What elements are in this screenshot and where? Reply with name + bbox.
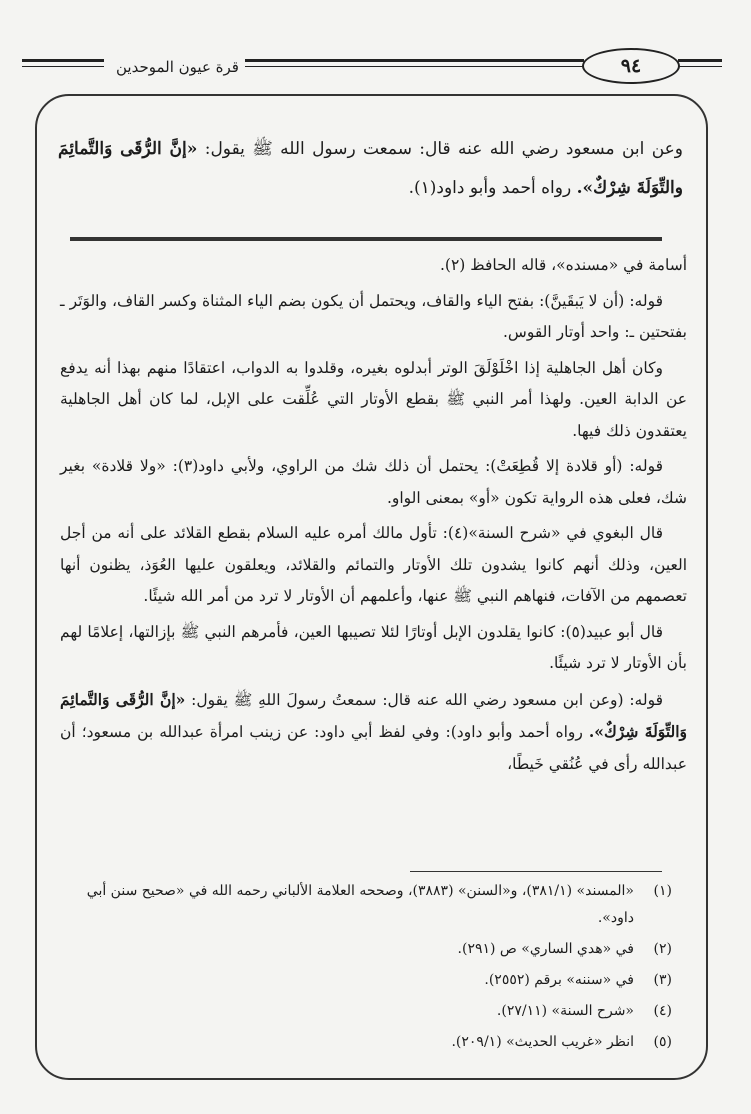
hadith-source: رواه أحمد وأبو داود(١). [408, 178, 577, 198]
paragraph-7 [60, 684, 687, 781]
hadith-text: «إنَّ الرُّقَى وَالتَّمائِمَ والتِّوَلَةَ شِرْكٌ». [58, 139, 683, 198]
header-rule-left [22, 59, 104, 62]
header-rule-middle [222, 59, 584, 62]
page-header [22, 44, 722, 88]
footnote [62, 878, 672, 932]
footnote [62, 998, 672, 1025]
footnote-text: في «هدي الساري» ص (٢٩١). [457, 941, 634, 957]
header-rule-middle-thin [222, 66, 584, 67]
paragraph-3: وكان أهل الجاهلية إذا اخْلَوْلَقَ الوتر أبدلوه بغيره، وقلدوا به الدواب، اعتقادًا منهم بهذا أنه يدفع عن الدابة العين. ولهذا أمر النبي ﷺ بقطع الأوتار التي عُلِّقت على الإبل، لما كان أهل الجاهلية يعتقدون ذلك فيها. [60, 358, 687, 440]
paragraph-1: أسامة في «مسنده»، قاله الحافظ (٢). [439, 256, 687, 274]
footnotes [62, 878, 672, 1060]
footnote-number: (٤) [653, 1003, 672, 1019]
footnote-number: (٢) [653, 941, 672, 957]
hadith-intro: وعن ابن مسعود رضي الله عنه قال: سمعت رسول الله ﷺ يقول: [204, 139, 683, 159]
footnote-text: «شرح السنة» (٢٧/١١). [496, 1003, 634, 1019]
footnote-divider [410, 871, 662, 872]
footnote-text: في «سننه» برقم (٢٥٥٢). [484, 972, 634, 988]
running-title: قرة عيون الموحدين [110, 58, 245, 76]
hadith-box [58, 130, 683, 208]
section-divider [70, 237, 662, 241]
footnote-text: انظر «غريب الحديث» (٢٠٩/١). [451, 1034, 634, 1050]
commentary [60, 250, 687, 784]
paragraph-6: قال أبو عبيد(٥): كانوا يقلدون الإبل أوتارًا لئلا تصيبها العين، فأمرهم النبي ﷺ بإزالتها، إعلامًا لهم بأن الأوتار لا ترد شيئًا. [60, 622, 687, 672]
footnote [62, 1029, 672, 1056]
footnote-text: «المسند» (٣٨١/١)، و«السنن» (٣٨٨٣)، وصححه العلامة الألباني رحمه الله في «صحيح سنن أبي داود». [86, 883, 634, 926]
paragraph-7-end: رواه أحمد وأبو داود): وفي لفظ أبي داود: عن زينب امرأة عبدالله بن مسعود؛ أن عبدالله رأى في عُنُقي خَيطًا، [60, 723, 687, 773]
header-rule-left-thin [22, 66, 104, 67]
header-rule-right [678, 59, 722, 62]
page-number: ٩٤ [582, 48, 680, 84]
paragraph-5: قال البغوي في «شرح السنة»(٤): تأول مالك أمره عليه السلام بقطع القلائد على أنه من أجل العين، وذلك أنهم كانوا يشدون تلك الأوتار والتمائم والقلائد، ويعلقون عليها العُوَذ، يظنون أنها تعصمهم من الآفات، فنهاهم النبي ﷺ عنها، وأعلمهم أن الأوتار لا ترد من أمر الله شيئًا. [60, 524, 687, 605]
paragraph-7-start: قوله: (وعن ابن مسعود رضي الله عنه قال: سمعتُ رسولَ اللهِ ﷺ يقول: [185, 690, 663, 709]
paragraph-2: قوله: (أن لا يَبقَينَّ): بفتح الياء والقاف، ويحتمل أن يكون بضم الياء المثناة وكسر القاف، والوَتَر ـ بفتحتين ـ: واحد أوتار القوس. [60, 291, 687, 341]
footnote-number: (١) [653, 883, 672, 899]
footnote-number: (٥) [653, 1034, 672, 1050]
paragraph-7-hadith: «إنَّ الرُّقَى وَالتَّمائِمَ وَالتِّوَلَةَ شِرْكٌ». [60, 689, 688, 741]
header-rule-right-thin [678, 66, 722, 67]
paragraph-4: قوله: (أو قلادة إلا قُطِعَتْ): يحتمل أن ذلك شك من الراوي، ولأبي داود(٣): «ولا قلادة» بغير شك، فعلى هذه الرواية تكون «أو» بمعنى الواو. [60, 457, 687, 507]
footnote [62, 967, 672, 994]
footnote-number: (٣) [653, 972, 672, 988]
footnote [62, 936, 672, 963]
